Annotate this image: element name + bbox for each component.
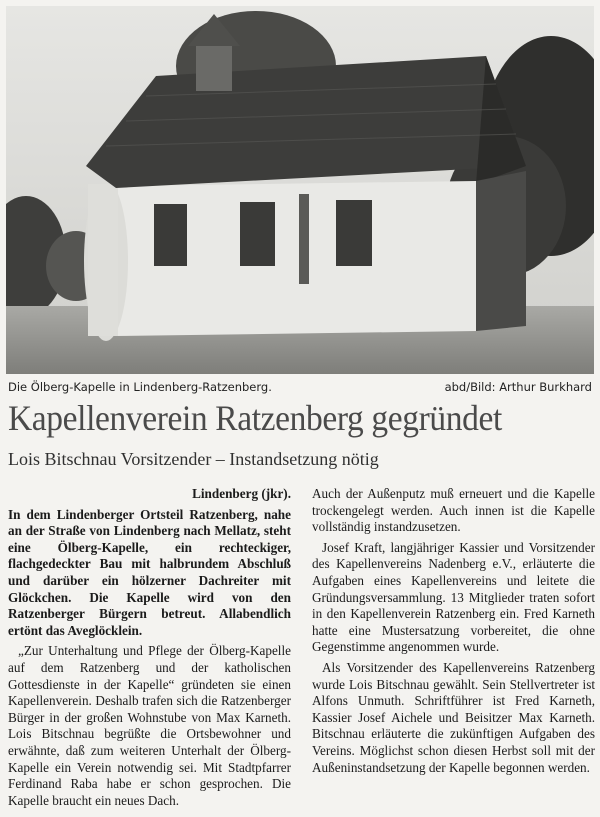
subheadline: Lois Bitschnau Vorsitzender – Instandsetzung nötig [8,449,379,469]
chapel-illustration [6,6,594,374]
lead-paragraph: In dem Lindenberger Ortsteil Ratzenberg, nahe an der Straße von Lindenberg nach Mellatz, steht eine Ölberg-Kapelle, ein rechteckiger, flachgedeckter Bau mit halbrundem Abschluß und darüber ein hölzerner Dachreiter mit Glöckchen. Die Kapelle wird von den Ratzenberger Bürgern betreut. Allabendlich ertönt das Aveglöcklein. [8,506,291,638]
article-column-right [312,486,595,780]
article-column-left [8,486,291,813]
body-paragraph: Als Vorsitzender des Kapellenvereins Ratzenberg wurde Lois Bitschnau gewählt. Sein Stellvertreter ist Alfons Unmuth. Schriftführer ist Fred Karneth, Kassier Josef Aichele und Beisitzer Max Karneth. Bitschnau erläuterte die zukünftigen Aufgaben des Vereins. Möglichst schon diesen Herbst soll mit der Außeninstandsetzung der Kapelle begonnen werden. [312,659,595,775]
body-paragraph: Auch der Außenputz muß erneuert und die Kapelle trockengelegt werden. Auch innen ist die Kapelle vollständig instandzusetzen. [312,486,595,535]
chapel-photo [6,6,594,374]
body-paragraph: Josef Kraft, langjähriger Kassier und Vorsitzender des Kapellenvereins Nadenberg e.V., erläuterte die Aufgaben eines Kapellenvereins und leitete die Gründungsversammlung. 13 Mitglieder traten sofort in den Kapellenverein Ratzenberg ein. Fred Karneth hatte eine Mustersatzung vorbereitet, die ohne Gegenstimme angenommen wurde. [312,539,595,655]
photo-caption: Die Ölberg-Kapelle in Lindenberg-Ratzenberg. [8,380,272,394]
body-paragraph: „Zur Unterhaltung und Pflege der Ölberg-Kapelle auf dem Ratzenberg und der katholischen Gottesdienste in der Kapelle“ gründeten sie einen Kapellenverein. Deshalb trafen sich die Ratzenberger Bürger in der großen Wohnstube von Max Karneth. Lois Bitschnau begrüßte die Ortsbewohner und erwähnte, daß zum weiteren Unterhalt der Ölberg-Kapelle ein Verein notwendig sei. Mit Stadtpfarrer Ferdinand Raba habe er schon gesprochen. Die Kapelle braucht ein neues Dach. [8,643,291,808]
photo-credit: abd/Bild: Arthur Burkhard [444,380,592,394]
headline: Kapellenverein Ratzenberg gegründet [8,398,502,438]
dateline: Lindenberg (jkr). [192,486,291,501]
